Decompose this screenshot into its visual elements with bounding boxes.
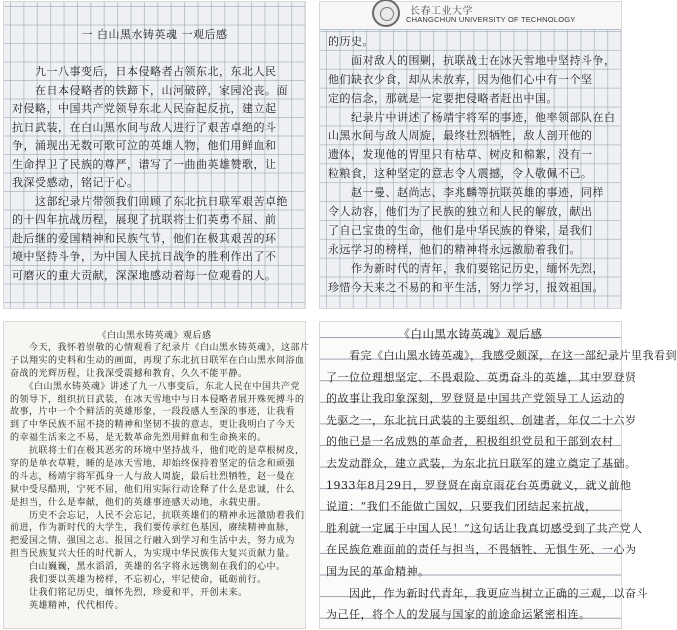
text-line: 的斗志，杨靖宇将军孤身一人与敌人周旋，最后壮烈牺牲，赵一曼在 [10, 471, 296, 482]
essay-page-2 [320, 2, 621, 308]
text-line: 的故事让我印象深刻，罗登贤是中国共产党领导工人运动的 [326, 392, 625, 406]
text-line: 担当民族复兴大任的时代新人，为实现中华民族伟大复兴贡献力量。 [10, 549, 296, 560]
text-line: 九一八事变后，日本侵略者占领东北，东北人民 [12, 65, 277, 78]
university-name-cn: 长春工业大学 [410, 6, 473, 17]
page-3-body [10, 342, 310, 613]
text-line: 对侵略，中国共产党领导东北人民奋起反抗，建立起 [12, 102, 277, 115]
text-line: 他们缺衣少食，却从未放弃，因为他们心中有一个坚 [328, 72, 593, 86]
text-line: 粒粮食，这种坚定的意志令人震撼，令人敬佩不已。 [328, 167, 593, 181]
text-line: 我们要以英雄为榜样，不忘初心，牢记使命，砥砺前行。 [10, 575, 267, 586]
text-line: 让我们铭记历史，缅怀先烈，珍爱和平，开创未来。 [10, 587, 248, 598]
text-line: 去发动群众，建立武装，为东北抗日联军的建立奠定了基础。 [326, 456, 637, 470]
text-line: 为己任，将个人的发展与国家的前途命运紧密相连。 [326, 608, 591, 622]
text-line: 1933年8月29日，罗登贤在南京雨花台英勇就义，就义前他 [326, 478, 632, 492]
text-line: 的他已是一名成熟的革命者，积极组织党员和干部到农村 [326, 435, 614, 449]
essay-page-4 [320, 322, 677, 628]
text-line: 抗联将士们在极其恶劣的环境中坚持战斗，他们吃的是草根树皮， [10, 446, 305, 457]
text-line: 在日本侵略者的铁蹄下，山河破碎，家园沦丧。面 [12, 83, 288, 97]
text-line: 是担当，什么是奉献，他们的英雄事迹感天动地，永载史册。 [10, 497, 267, 508]
page-1-body [12, 63, 301, 322]
text-line: 令人动容，他们为了民族的独立和人民的解放，献出 [328, 205, 593, 219]
text-line: 了自己宝贵的生命，他们是中华民族的脊梁，是我们 [328, 223, 593, 237]
page-4-body [326, 345, 677, 626]
text-line: 到了中华民族不屈不挠的精神和坚韧不拔的意志，更让我明白了今天 [10, 420, 296, 431]
text-line: 因此，作为新时代青年，我更应当树立正确的三观，以奋斗 [326, 586, 648, 600]
essay-page-1 [4, 2, 305, 308]
text-line: 赵一曼、赵尚志、李兆麟等抗联英雄的事迹，同样 [328, 186, 604, 200]
text-line: 可磨灭的重大贡献，深深地感动着每一位观看的人。 [12, 268, 277, 282]
text-line: 奋战的光辉历程，让我深受震撼和教育，久久不能平静。 [10, 368, 248, 379]
text-line: 看完《白山黑水铸英魂》，我感受颇深，在这一部纪录片里我看到 [326, 349, 677, 362]
text-line: 珍惜今天来之不易的和平生活，努力学习，报效祖国。 [328, 280, 604, 294]
text-line: 穿的是单衣草鞋，睡的是冰天雪地，却始终保持着坚定的信念和顽强 [10, 459, 296, 470]
text-line: 英雄精神，代代相传。 [10, 600, 125, 611]
text-line: 狱中受尽酷刑，宁死不屈，他们用实际行动诠释了什么是忠诚，什么 [10, 484, 296, 495]
text-line: 作为新时代的青年，我们要铭记历史，缅怀先烈， [328, 261, 604, 275]
university-logo-icon [372, 0, 400, 27]
page-1-title: 一 白山黑水铸英魂 一观后感 [81, 28, 228, 41]
text-line: 历史不会忘记，人民不会忘记，抗联英雄们的精神永远激励着我们 [10, 510, 305, 521]
text-line: 《白山黑水铸英魂》讲述了九一八事变后，东北人民在中国共产党 [10, 381, 301, 392]
text-line: 胜利就一定属于中国人民！”这句话让我真切感受到了共产党人 [326, 521, 643, 535]
text-line: 生命捍卫了民族的尊严，谱写了一曲曲英雄赞歌，让 [12, 157, 277, 171]
text-line: 的历史。 [328, 35, 374, 48]
text-line: 境中坚持斗争，为中国人民抗日战争的胜利作出了不 [12, 250, 277, 263]
text-line: 我深受感动，铭记于心。 [12, 176, 139, 189]
text-line: 定的信念，那就是一定要把侵略者赶出中国。 [328, 91, 558, 105]
text-line: 的十四年抗战历程，展现了抗联将士们英勇不屈、前 [12, 213, 277, 226]
text-line: 说道：“我们不能做亡国奴，只要我们团结起来抗战， [326, 500, 597, 514]
text-line: 遗体，发现他的胃里只有枯草、树皮和棉絮，没有一 [328, 148, 593, 162]
text-line: 抗日武装，在白山黑水间与敌人进行了艰苦卓绝的斗 [12, 120, 277, 134]
page-4-title: 《白山黑水铸英魂》观后感 [398, 327, 543, 341]
page-3-title: 《白山黑水铸英魂》观后感 [97, 331, 212, 341]
text-line: 这部纪录片带领我们回顾了东北抗日联军艰苦卓绝 [12, 194, 288, 208]
essay-page-3 [4, 322, 310, 628]
text-line: 把爱国之情、强国之志、报国之行融入到学习和生活中去，努力成为 [10, 536, 296, 547]
text-line: 在民族危难面前的责任与担当，不畏牺牲、无惧生死、一心为 [326, 543, 637, 557]
text-line: 白山巍巍，黑水滔滔，英雄的名字将永远镌刻在我们的心中。 [10, 562, 286, 573]
text-line: 今天，我怀着崇敬的心情观看了纪录片《白山黑水铸英魂》，这部片 [10, 343, 310, 353]
text-line [12, 285, 301, 304]
text-line: 赴后继的爱国精神和民族气节，他们在极其艰苦的环 [12, 231, 277, 245]
page-2-body [328, 33, 617, 297]
text-line: 了一位位理想坚定、不畏艰险、英勇奋斗的英雄，其中罗登贤 [326, 370, 637, 384]
text-line: 子以翔实的史料和生动的画面，再现了东北抗日联军在白山黑水间浴血 [10, 355, 305, 366]
text-line: 山黑水间与敌人周旋，最终壮烈牺牲，敌人剖开他的 [328, 129, 593, 143]
text-line: 永远学习的榜样，他们的精神将永远激励着我们。 [328, 242, 581, 256]
text-line: 先驱之一，东北抗日武装的主要组织、创建者，年仅二十六岁 [326, 413, 637, 427]
university-header [320, 2, 621, 30]
text-line: 故事，片中一个个鲜活的英雄形象，一段段感人至深的事迹，让我看 [10, 407, 296, 418]
text-line: 的幸福生活来之不易，是无数革命先烈用鲜血和生命换来的。 [10, 433, 267, 444]
text-line: 的领导下，组织抗日武装，在冰天雪地中与日本侵略者展开殊死搏斗的 [10, 394, 305, 405]
text-line: 前进，作为新时代的大学生，我们要传承红色基因，赓续精神血脉， [10, 523, 296, 534]
text-line: 面对敌人的围剿，抗联战士在冰天雪地中坚持斗争， [328, 53, 616, 67]
text-line: 争，涌现出无数可歌可泣的英雄人物，他们用鲜血和 [12, 139, 277, 152]
text-line: 国为民的革命精神。 [326, 564, 430, 578]
text-line [12, 304, 301, 323]
text-line: 纪录片中讲述了杨靖宇将军的事迹，他率领部队在白 [328, 110, 616, 124]
university-name-en: CHANGCHUN UNIVERSITY OF TECHNOLOGY [406, 15, 576, 24]
